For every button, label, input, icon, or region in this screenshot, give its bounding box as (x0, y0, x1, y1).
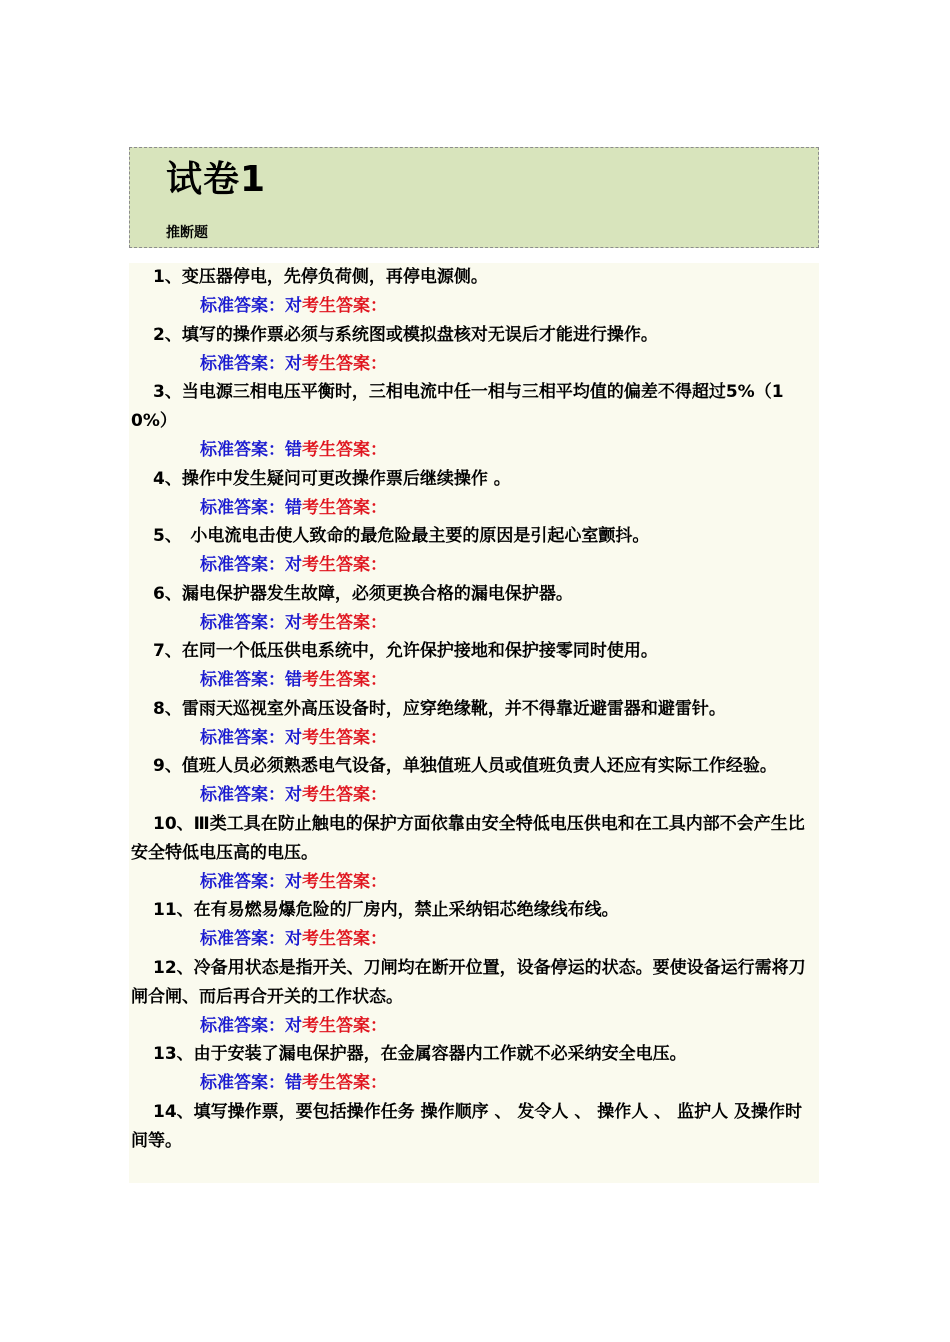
question-item (131, 810, 817, 897)
standard-answer-label: 标准答案： (200, 670, 285, 690)
standard-answer-value: 对 (285, 785, 302, 805)
answer-line (131, 292, 817, 321)
question-item (131, 1098, 817, 1156)
examinee-answer-label: 考生答案： (302, 555, 387, 575)
question-item (131, 465, 817, 523)
examinee-answer-label: 考生答案： (302, 612, 387, 633)
standard-answer-label: 标准答案： (200, 353, 285, 374)
standard-answer-label: 标准答案： (200, 785, 285, 805)
question-text: 12、冷备用状态是指开关、刀闸均在断开位置，设备停运的状态。要使设备运行需将刀闸合闸、而后再合开关的工作状态。 (131, 957, 806, 1007)
question-text: 7、在同一个低压供电系统中，允许保护接地和保护接零同时使用。 (153, 641, 658, 661)
question-text: 3、当电源三相电压平衡时，三相电流中任一相与三相平均值的偏差不得超过5%（10%） (131, 382, 784, 431)
question-text: 11、在有易燃易爆危险的厂房内，禁止采纳铝芯绝缘线布线。 (153, 900, 619, 920)
answer-line (131, 781, 817, 810)
question-text: 10、Ⅲ类工具在防止触电的保护方面依靠由安全特低电压供电和在工具内部不会产生比安全特低电压高的电压。 (131, 813, 805, 863)
standard-answer-value: 对 (285, 296, 302, 316)
standard-answer-value: 错 (285, 670, 302, 690)
question-item (131, 695, 817, 753)
standard-answer-label: 标准答案： (200, 497, 285, 518)
paper-title: 试卷1 (166, 159, 267, 200)
examinee-answer-label: 考生答案： (302, 871, 387, 892)
answer-line (131, 551, 817, 580)
answer-line (131, 350, 817, 379)
standard-answer-label: 标准答案： (200, 296, 285, 316)
question-text: 1、变压器停电，先停负荷侧，再停电源侧。 (153, 267, 488, 287)
standard-answer-value: 对 (285, 1015, 302, 1036)
answer-line (131, 666, 817, 695)
question-item (131, 321, 817, 379)
standard-answer-label: 标准答案： (200, 1015, 285, 1036)
standard-answer-label: 标准答案： (200, 555, 285, 575)
answer-line (131, 1069, 817, 1098)
standard-answer-label: 标准答案： (200, 440, 285, 460)
question-text: 9、值班人员必须熟悉电气设备，单独值班人员或值班负责人还应有实际工作经验。 (153, 756, 777, 776)
question-item (131, 954, 817, 1041)
question-item (131, 522, 817, 580)
question-item (131, 752, 817, 810)
answer-line (131, 436, 817, 465)
question-text: 8、雷雨天巡视室外高压设备时，应穿绝缘靴，并不得靠近避雷器和避雷针。 (153, 698, 726, 719)
examinee-answer-label: 考生答案： (302, 497, 387, 518)
question-text: 5、 小电流电击使人致命的最危险最主要的原因是引起心室颤抖。 (153, 526, 650, 546)
question-item (131, 263, 817, 321)
standard-answer-label: 标准答案： (200, 1073, 285, 1093)
standard-answer-value: 对 (285, 929, 302, 949)
question-item (131, 896, 817, 954)
examinee-answer-label: 考生答案： (302, 353, 387, 374)
standard-answer-label: 标准答案： (200, 727, 285, 748)
examinee-answer-label: 考生答案： (302, 1015, 387, 1036)
examinee-answer-label: 考生答案： (302, 296, 387, 316)
examinee-answer-label: 考生答案： (302, 785, 387, 805)
question-list (129, 263, 819, 1183)
question-text: 13、由于安装了漏电保护器，在金属容器内工作就不必采纳安全电压。 (153, 1044, 687, 1064)
question-text: 4、操作中发生疑问可更改操作票后继续操作 。 (153, 468, 511, 489)
standard-answer-value: 对 (285, 353, 302, 374)
answer-line (131, 1012, 817, 1041)
paper-header (129, 147, 819, 248)
answer-line (131, 724, 817, 753)
standard-answer-label: 标准答案： (200, 612, 285, 633)
standard-answer-label: 标准答案： (200, 929, 285, 949)
examinee-answer-label: 考生答案： (302, 1073, 387, 1093)
standard-answer-value: 对 (285, 555, 302, 575)
question-item (131, 637, 817, 695)
answer-line (131, 609, 817, 638)
examinee-answer-label: 考生答案： (302, 727, 387, 748)
answer-line (131, 868, 817, 897)
examinee-answer-label: 考生答案： (302, 929, 387, 949)
question-text: 14、填写操作票，要包括操作任务 操作顺序 、 发令人 、 操作人 、 监护人 及操作时间等。 (131, 1101, 803, 1151)
standard-answer-value: 对 (285, 871, 302, 892)
section-label: 推断题 (166, 225, 208, 241)
question-text: 2、填写的操作票必须与系统图或模拟盘核对无误后才能进行操作。 (153, 324, 658, 345)
standard-answer-value: 对 (285, 727, 302, 748)
question-item (131, 1040, 817, 1098)
standard-answer-value: 错 (285, 440, 302, 460)
question-item (131, 378, 817, 465)
examinee-answer-label: 考生答案： (302, 440, 387, 460)
question-text: 6、漏电保护器发生故障，必须更换合格的漏电保护器。 (153, 583, 573, 604)
examinee-answer-label: 考生答案： (302, 670, 387, 690)
standard-answer-value: 错 (285, 497, 302, 518)
standard-answer-value: 对 (285, 612, 302, 633)
answer-line (131, 925, 817, 954)
question-item (131, 580, 817, 638)
standard-answer-label: 标准答案： (200, 871, 285, 892)
standard-answer-value: 错 (285, 1073, 302, 1093)
answer-line (131, 494, 817, 523)
